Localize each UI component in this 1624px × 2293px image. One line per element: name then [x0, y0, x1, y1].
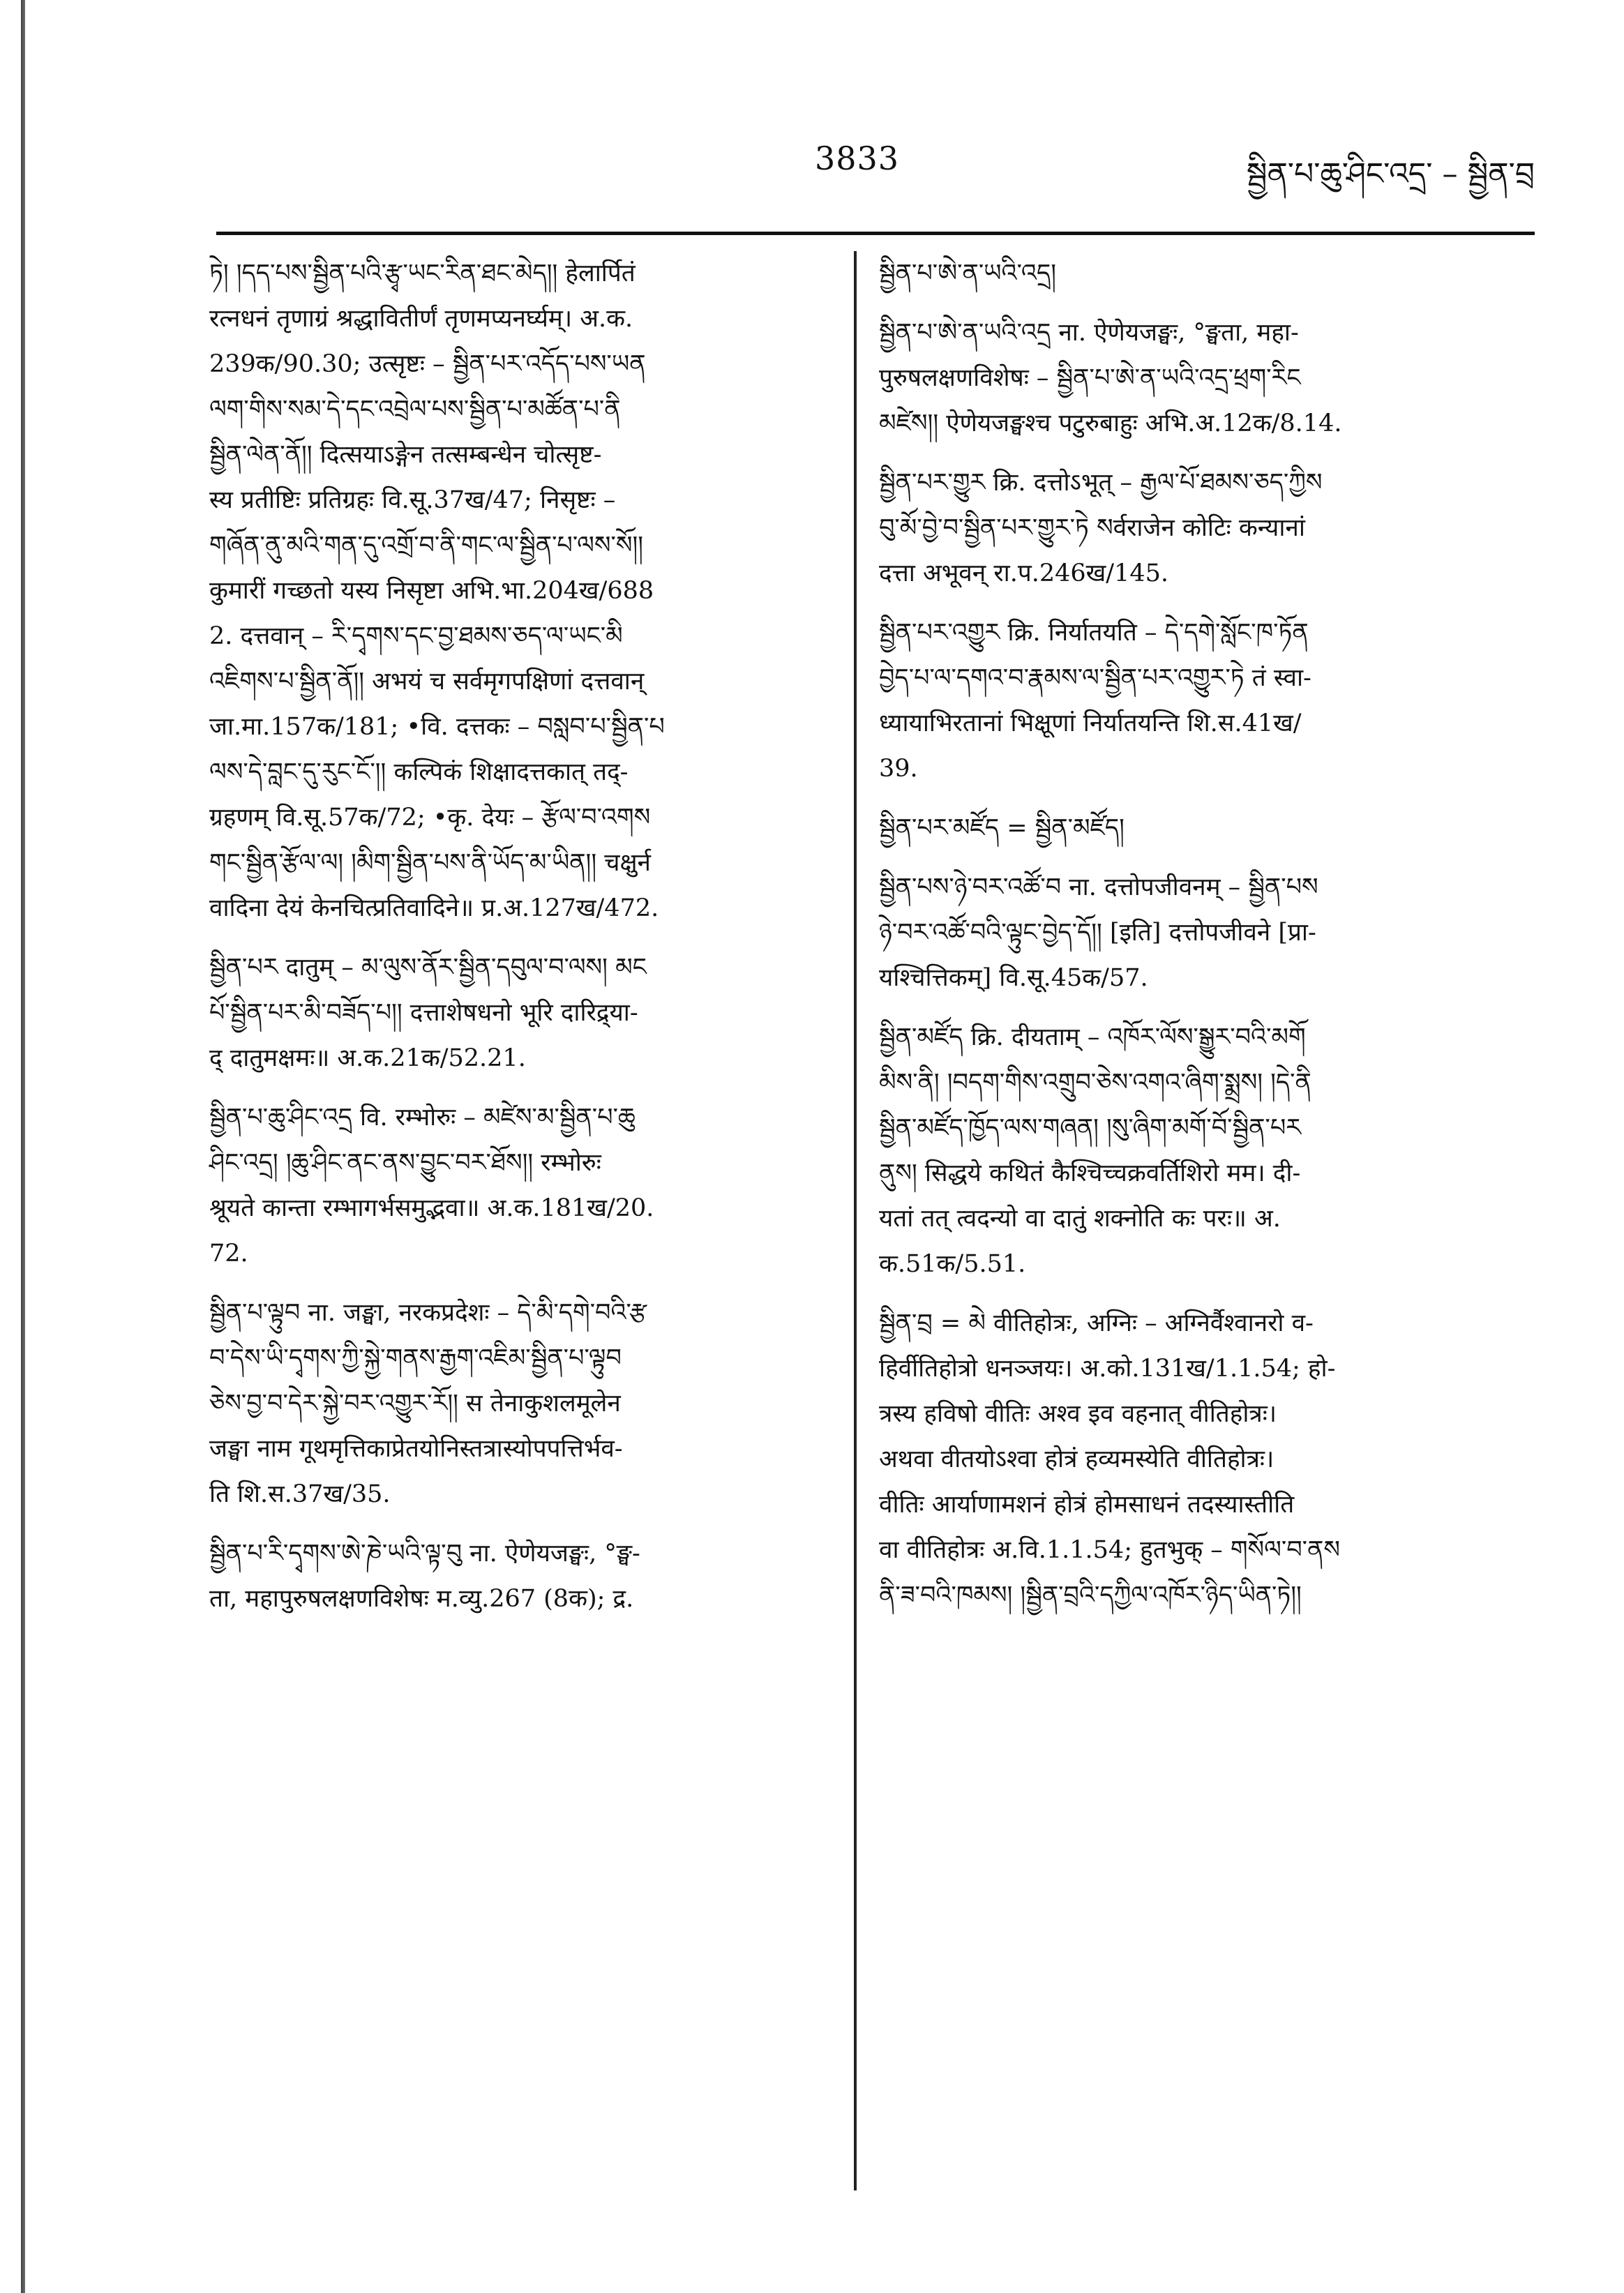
dictionary-entry [209, 251, 823, 931]
dictionary-entry [879, 460, 1535, 596]
entry-line: वीतिः आर्याणामशनं होत्रं होमसाधनं तदस्यास्तीति [879, 1491, 1295, 1519]
entry-line: ལས་དེ་བླང་དུ་རུང་ངོ་།། कल्पिकं शिक्षादत्तकात् तद्- [209, 758, 629, 786]
entry-line: ता, महापुरुषलक्षणविशेषः म.व्यु.267 (8क); द्र. [209, 1585, 634, 1613]
dictionary-entry [879, 806, 1535, 851]
entry-line: སྦྱིན་པ་ཨེ་ན་ཡའི་འདྲ ना. ऐणेयजङ्घः, °ङ्घता, महा- [879, 319, 1299, 347]
entry-line: अथवा वीतयोऽश्वा होत्रं हव्यमस्येति वीतिहोत्रः। [879, 1445, 1275, 1473]
header-rule [216, 232, 1535, 235]
entry-line: 72. [209, 1240, 248, 1268]
entry-line: 239क/90.30; उत्सृष्टः – སྦྱིན་པར་འདོད་པས་ཡན [209, 350, 646, 378]
entry-line: जा.मा.157क/181; •वि. दत्तकः – བསླབ་པ་སྦྱིན་པ [209, 713, 665, 741]
dictionary-entry [879, 1015, 1535, 1287]
entry-line: वादिना देयं केनचित्प्रतिवादिने॥ प्र.अ.127ख/472. [209, 894, 659, 922]
entry-line: གཞོན་ནུ་མའི་གན་དུ་འགྲོ་བ་ནི་གང་ལ་སྦྱིན་པ་ལས་སོ།། [209, 532, 644, 559]
entry-line: སྦྱིན་པར་འགྱུར क्रि. निर्यातयति – དེ་དགེ་སློང་ཁ་ཏོན [879, 619, 1309, 647]
entry-line: ध्यायाभिरतानां भिक्षूणां निर्यातयन्ति शि.स.41ख/ [879, 709, 1302, 737]
entry-line: क.51क/5.51. [879, 1250, 1026, 1278]
entry-line: ཅེས་བྱ་བ་དེར་སྐྱེ་བར་འགྱུར་རོ།། स तेनाकुशलमूलेन [209, 1390, 621, 1418]
entry-line: པོ་སྦྱིན་པར་མི་བཟོད་པ།། दत्ताशेषधनो भूरि दारिद्र्या- [209, 999, 638, 1027]
entry-line: ནུས། सिद्धये कथितं कैश्चिच्चक्रवर्तिशिरो मम। दी- [879, 1159, 1301, 1187]
entry-line: སྦྱིན་པར་གྱུར क्रि. दत्तोऽभूत् – རྒྱལ་པོ་ཐམས་ཅད་ཀྱིས [879, 469, 1323, 497]
entry-line: पुरुषलक्षणविशेषः – སྦྱིན་པ་ཨེ་ན་ཡའི་འདྲ་ཕྲག་རིང [879, 364, 1301, 392]
entry-line: སྦྱིན་པ་ཆུ་ཤིང་འདྲ वि. रम्भोरुः – མཛེས་མ་སྦྱིན་པ་ཆུ [209, 1104, 636, 1132]
entry-line: སྦྱིན་པ་ཨེ་ན་ཡའི་འདྲ། [879, 260, 1056, 287]
entry-line: त्रस्य हविषो वीतिः अश्व इव वहनात् वीतिहोत्रः। [879, 1400, 1277, 1428]
dictionary-entry [879, 1301, 1535, 1618]
entry-line: दत्ता अभूवन् रा.प.246ख/145. [879, 559, 1168, 587]
right-column [879, 251, 1535, 1632]
entry-line: 2. दत्तवान् – རི་དྭགས་དང་བྱ་ཐམས་ཅད་ལ་ཡང་མི [209, 622, 623, 650]
entry-line: འཇིགས་པ་སྦྱིན་ནོ།། अभयं च सर्वमृगपक्षिणां दत्तवान् [209, 668, 645, 696]
entry-line: स्य प्रतीष्टिः प्रतिग्रहः वि.सू.37ख/47; निसृष्टः – [209, 486, 616, 514]
dictionary-entry [209, 1291, 823, 1517]
dictionary-entry [209, 945, 823, 1081]
entry-line: श्रूयते कान्ता रम्भागर्भसमुद्भवा॥ अ.क.181ख/20. [209, 1194, 654, 1222]
entry-line: रत्नधनं तृणाग्रं श्रद्धावितीर्णं तृणमप्यनर्घ्यम्। अ.क. [209, 305, 633, 333]
entry-line: སྦྱིན་མཛོད क्रि. दीयताम् – འཁོར་ལོས་སྒྱུར་བའི་མགོ [879, 1023, 1306, 1051]
entry-line: བ་དེས་ཡི་དྭགས་ཀྱི་སྐྱེ་གནས་རྒྱག་འཇིམ་སྦྱིན་པ་ལྟུབ [209, 1344, 622, 1372]
dictionary-entry [879, 865, 1535, 1001]
entry-line: ལག་གིས་སམ་དེ་དང་འབྲེལ་པས་སྦྱིན་པ་མཚོན་པ་ནི [209, 396, 621, 423]
entry-line: यश्चित्तिकम्] वि.सू.45क/57. [879, 964, 1148, 992]
left-column [209, 251, 823, 1636]
entry-line: མཛེས།། ऐणेयजङ्घश्च पटुरुबाहुः अभि.अ.12क/8.14. [879, 409, 1342, 437]
entry-line: སྦྱིན་པ་ལྟུབ ना. जङ्घा, नरकप्रदेशः – དེ་མི་དགེ་བའི་རྩ [209, 1299, 647, 1327]
entry-line: 39. [879, 755, 918, 783]
entry-line: སྦྱིན་པ་རི་དྭགས་ཨེ་ཎེ་ཡའི་ལྟ་བུ ना. ऐणेयजङ्घः, °ङ्घ- [209, 1540, 640, 1567]
entry-line: ནི་ཟ་བའི་ཁམས། །སྦྱིན་བྲའི་དཀྱིལ་འཁོར་ཉིད་ཡིན་ཏེ།། [879, 1581, 1302, 1609]
entry-line: हिर्वीतिहोत्रो धनञ्जयः। अ.को.131ख/1.1.54; हो- [879, 1355, 1336, 1383]
entry-line: ཉེ་བར་འཚོ་བའི་ལྟུང་བྱེད་དོ།། [इति] दत्तोपजीवने [प्रा- [879, 919, 1316, 947]
entry-line: ग्रहणम् वि.सू.57क/72; •कृ. देयः – རྩོལ་བ་འགས [209, 804, 651, 832]
entry-line: སྦྱིན་མཛོད་ཁྱོད་ལས་གཞན། །སུ་ཞིག་མགོ་བོ་སྦྱིན་པར [879, 1114, 1302, 1142]
entry-line: སྦྱིན་པས་ཉེ་བར་འཚོ་བ ना. दत्तोपजीवनम् – སྦྱིན་པས [879, 873, 1318, 901]
entry-line: སྦྱིན་པར་མཛོད = སྦྱིན་མཛོད། [879, 814, 1125, 842]
running-head: སྦྱིན་པ་ཆུ་ཤིང་འདྲ་ – སྦྱིན་བྲ [1246, 156, 1535, 192]
entry-line: མིས་ནི། །བདག་གིས་འགྲུབ་ཅེས་འགའ་ཞིག་སྨྲས། །དེ་ནི [879, 1069, 1311, 1097]
dictionary-entry [209, 1531, 823, 1622]
entry-line: སྦྱིན་ལེན་ནོ།། दित्सयाऽङ्गेन तत्सम्बन्धेन चोत्सृष्ट- [209, 441, 602, 469]
page-number: 3833 [815, 140, 900, 177]
entry-line: སྦྱིན་པར दातुम् – མ་ལུས་ནོར་སྦྱིན་དབུལ་བ་ལས། མང [209, 954, 647, 982]
entry-line: བྱེད་པ་ལ་དགའ་བ་རྣམས་ལ་སྦྱིན་པར་འགྱུར་ཏེ तं स्वा- [879, 664, 1311, 692]
dictionary-entry [879, 251, 1535, 296]
entry-line: ཤིང་འདྲ། །ཆུ་ཤིང་ནང་ནས་བྱུང་བར་ཐོས།། रम्भोरुः [209, 1149, 601, 1177]
entry-line: སྦྱིན་བྲ = མེ वीतिहोत्रः, अग्निः – अग्निर्वैश्वानरो व- [879, 1309, 1314, 1337]
entry-line: གང་སྦྱིན་རྩོལ་ལ། །མིག་སྦྱིན་པས་ནི་ཡོད་མ་ཡིན།། चक्षुर्न [209, 849, 651, 877]
dictionary-entry [209, 1095, 823, 1277]
entry-line: བུ་མོ་བྱེ་བ་སྦྱིན་པར་གྱུར་ཏེ སर्वराजेन कोटिः कन्यानां [879, 514, 1305, 542]
binding-edge [21, 0, 25, 2293]
entry-line: ति शि.स.37ख/35. [209, 1480, 391, 1508]
entry-line: जङ्घा नाम गूथमृत्तिकाप्रेतयोनिस्तत्रास्योपपत्तिर्भव- [209, 1435, 623, 1463]
entry-line: ཏེ། །དད་པས་སྦྱིན་པའི་རྩྭ་ཡང་རིན་ཐང་མེད།། हेलार्पितं [209, 260, 636, 287]
dictionary-entry [879, 310, 1535, 446]
entry-line: यतां तत् त्वदन्यो वा दातुं शक्नोति कः परः॥ अ. [879, 1205, 1281, 1233]
dictionary-entry [879, 610, 1535, 792]
entry-line: वा वीतिहोत्रः अ.वि.1.1.54; हुतभुक् – གསོལ་བ་ནས [879, 1536, 1340, 1564]
column-divider [854, 251, 857, 2190]
entry-line: कुमारीं गच्छतो यस्य निसृष्टा अभि.भा.204ख/688 [209, 577, 654, 605]
entry-line: द् दातुमक्षमः॥ अ.क.21क/52.21. [209, 1044, 526, 1072]
